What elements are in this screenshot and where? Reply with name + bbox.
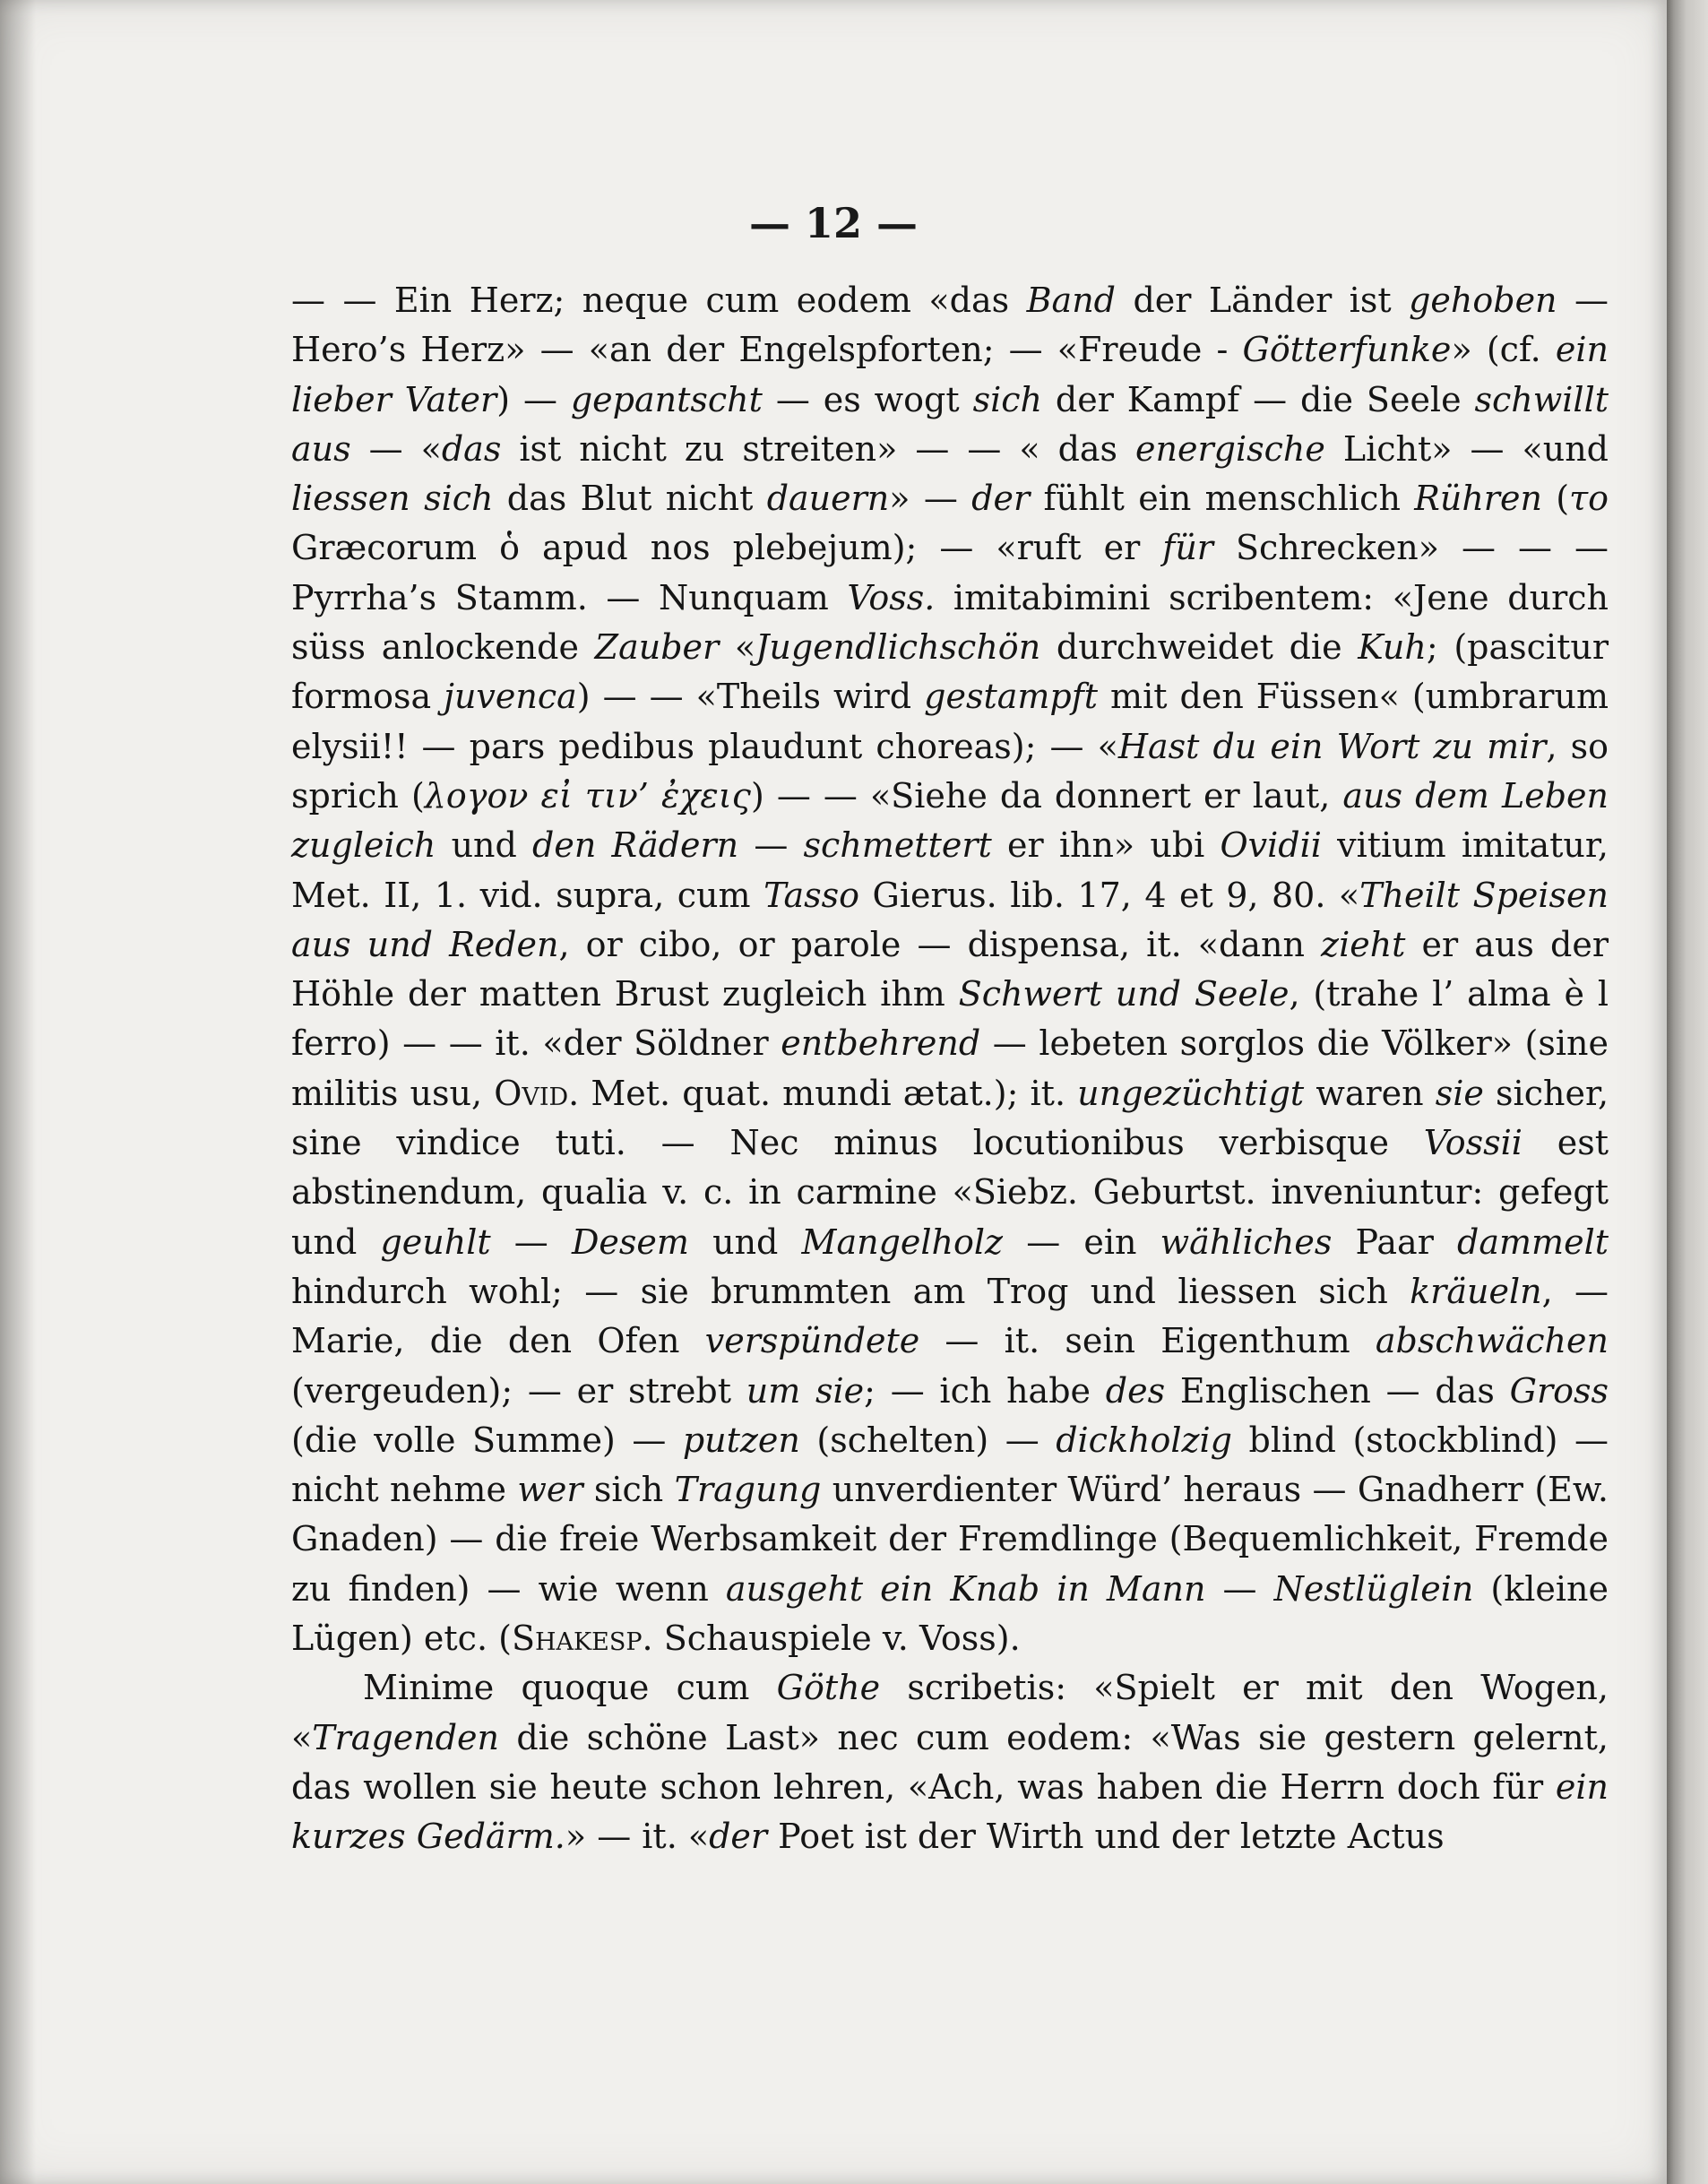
text-run: — Hero’s Herz» — «an der Engelspforten; — «Freude - bbox=[291, 281, 1609, 370]
text-run: durchweidet die bbox=[1040, 627, 1359, 668]
italic-run: Hast du ein Wort zu mir bbox=[1117, 726, 1547, 766]
text-run: , — Marie, die den Ofen bbox=[291, 1271, 1609, 1361]
italic-run: Kuh bbox=[1358, 627, 1427, 668]
italic-run: Zauber bbox=[594, 627, 720, 668]
text-run: Poet ist der Wirth und der letzte Actus bbox=[767, 1817, 1445, 1857]
italic-run: Theilt Speisen aus und Reden bbox=[291, 875, 1609, 964]
italic-run: energische bbox=[1135, 428, 1325, 469]
text-run: » (cf. bbox=[1451, 330, 1556, 370]
italic-run: λογον εἰ τιν’ ἐχεις bbox=[424, 775, 751, 816]
italic-run: der bbox=[709, 1817, 768, 1857]
italic-run: Gross bbox=[1509, 1370, 1609, 1411]
italic-run: das bbox=[441, 428, 502, 469]
italic-run: des bbox=[1105, 1370, 1166, 1411]
text-run: fühlt ein menschlich bbox=[1030, 479, 1415, 519]
text-run: Paar bbox=[1332, 1221, 1458, 1262]
body-text bbox=[291, 276, 1609, 1862]
italic-run: schwillt aus bbox=[291, 379, 1609, 469]
italic-run: Schwert und Seele bbox=[958, 974, 1290, 1014]
italic-run: ein lieber Vater bbox=[291, 330, 1609, 419]
italic-run: geuhlt bbox=[380, 1221, 491, 1262]
text-run: ; — ich habe bbox=[864, 1370, 1106, 1411]
text-run: ; (pascitur formosa bbox=[291, 627, 1609, 717]
text-run: ist nicht zu streiten» — — « das bbox=[501, 428, 1136, 469]
text-run: est abstinendum, qualia v. c. in carmine «Siebz. Geburtst. inveniuntur: gefegt und bbox=[291, 1123, 1609, 1262]
italic-run: Jugendlichschön bbox=[755, 627, 1041, 668]
italic-run: juvenca bbox=[444, 677, 577, 717]
italic-run: verspündete bbox=[704, 1321, 920, 1361]
text-run: — « bbox=[350, 428, 442, 469]
paragraph-1 bbox=[291, 276, 1609, 1663]
italic-run: Göthe bbox=[776, 1668, 881, 1708]
italic-run: dammelt bbox=[1457, 1221, 1609, 1262]
text-run: waren bbox=[1304, 1073, 1436, 1113]
italic-run: den Rädern bbox=[532, 825, 739, 866]
text-run: » — bbox=[889, 479, 972, 519]
text-run: Gierus. lib. 17, 4 et 9, 80. « bbox=[859, 875, 1360, 915]
text-run: Græcorum ὁ apud nos plebejum); — «ruft er bbox=[291, 528, 1163, 568]
text-run: Minime quoque cum bbox=[363, 1668, 777, 1708]
text-run: der Länder ist bbox=[1116, 281, 1410, 320]
text-run: (kleine Lügen) etc. ( bbox=[291, 1568, 1609, 1659]
italic-run: Tasso bbox=[763, 875, 859, 915]
text-run: sicher, sine vindice tuti. — Nec minus locutionibus verbisque bbox=[291, 1073, 1609, 1163]
text-run: die schöne Last» nec cum eodem: «Was sie gestern gelernt, das wollen sie heute schon lehren, «Ach, was haben die Herrn doch für bbox=[291, 1717, 1609, 1807]
italic-run: liessen sich bbox=[291, 479, 494, 519]
page-edge bbox=[1667, 0, 1708, 2184]
text-run: , or cibo, or parole — dispensa, it. «dann bbox=[558, 924, 1322, 964]
italic-run: Ovidii bbox=[1220, 825, 1322, 866]
italic-run: abschwächen bbox=[1375, 1321, 1609, 1361]
italic-run: Desem bbox=[571, 1221, 689, 1262]
italic-run: gepantscht bbox=[570, 379, 763, 419]
text-run: unverdienter Würd’ heraus — Gnadherr (Ew. Gnaden) — die freie Werbsamkeit der Fremdlinge (Bequemlichkeit, Fremde zu finden) — wie wenn bbox=[291, 1470, 1609, 1609]
page-number: — 12 — bbox=[748, 199, 919, 247]
italic-run: Rühren bbox=[1414, 479, 1542, 519]
italic-run: schmettert bbox=[803, 825, 992, 866]
text-run: blind (stockblind) — nicht nehme bbox=[291, 1420, 1609, 1510]
text-run: ) — bbox=[496, 379, 571, 419]
text-run: Englischen — das bbox=[1165, 1370, 1510, 1411]
text-run: Licht» — «und bbox=[1324, 428, 1609, 469]
italic-run: sich bbox=[972, 379, 1042, 419]
italic-run: ein kurzes Gedärm. bbox=[291, 1766, 1609, 1857]
text-run: « bbox=[719, 627, 756, 668]
italic-run: wer bbox=[517, 1470, 583, 1510]
text-run: ( bbox=[1541, 479, 1570, 519]
italic-run: aus dem Leben zugleich bbox=[291, 775, 1609, 866]
text-run: scribetis: «Spielt er mit den Wogen, « bbox=[291, 1668, 1609, 1757]
text-run: (die volle Summe) — bbox=[291, 1420, 683, 1460]
italic-run: sie bbox=[1435, 1073, 1484, 1113]
text-run: er aus der Höhle der matten Brust zugleich ihm bbox=[291, 924, 1609, 1014]
italic-run: Band bbox=[1026, 281, 1116, 320]
italic-run: το bbox=[1569, 479, 1609, 519]
text-run: Schrecken» — — — Pyrrha’s Stamm. — Nunquam bbox=[291, 528, 1609, 617]
text-run: — it. sein Eigenthum bbox=[919, 1321, 1376, 1361]
text-run: , (trahe l’ alma è l ferro) — — it. «der Söldner bbox=[291, 974, 1609, 1064]
italic-run: putzen bbox=[682, 1420, 800, 1460]
text-run: (vergeuden); — er strebt bbox=[291, 1370, 746, 1411]
paragraph-2 bbox=[291, 1663, 1609, 1861]
binding-shadow bbox=[0, 0, 36, 2184]
text-run: — lebeten sorglos die Völker» (sine militis usu, bbox=[291, 1023, 1609, 1113]
text-run: und bbox=[688, 1221, 802, 1262]
italic-run: gestampft bbox=[924, 677, 1099, 717]
italic-run: gehoben bbox=[1409, 281, 1557, 320]
italic-run: Mangelholz bbox=[801, 1221, 1004, 1262]
italic-run: ungezüchtigt bbox=[1077, 1073, 1305, 1113]
italic-run: Nestlüglein bbox=[1273, 1568, 1474, 1609]
text-run: und bbox=[436, 825, 533, 866]
italic-run: um sie bbox=[746, 1370, 865, 1411]
italic-run: Götterfunke bbox=[1242, 330, 1452, 370]
text-run: der Kampf — die Seele bbox=[1041, 379, 1475, 419]
text-run: imitabimini scribentem: «Jene durch süss anlockende bbox=[291, 577, 1609, 668]
italic-run: dickholzig bbox=[1056, 1420, 1232, 1460]
italic-run: dauern bbox=[766, 479, 890, 519]
italic-run: kräueln bbox=[1410, 1271, 1542, 1311]
text-run: ) — — «Theils wird bbox=[576, 677, 925, 717]
text-run: , so sprich ( bbox=[291, 726, 1609, 816]
italic-run: Vossii bbox=[1423, 1123, 1523, 1163]
italic-run: Tragenden bbox=[312, 1717, 499, 1757]
text-run: mit den Füssen« (umbrarum elysii!! — pars pedibus plaudunt choreas); — « bbox=[291, 677, 1609, 766]
text-run: hindurch wohl; — sie brummten am Trog und liessen sich bbox=[291, 1271, 1410, 1311]
text-run: — bbox=[738, 825, 804, 866]
text-run: ) — — «Siehe da donnert er laut, bbox=[750, 775, 1343, 816]
italic-run: ausgeht ein Knab in Mann bbox=[725, 1568, 1206, 1609]
text-run: — — Ein Herz; neque cum eodem «das bbox=[291, 281, 1027, 320]
text-run: — es wogt bbox=[762, 379, 973, 419]
italic-run: entbehrend bbox=[781, 1023, 981, 1064]
text-run: — bbox=[490, 1221, 572, 1262]
smallcaps-run: Shakesp. bbox=[511, 1619, 653, 1659]
text-run: sich bbox=[582, 1470, 675, 1510]
text-run: » — it. « bbox=[565, 1817, 710, 1857]
text-run: — bbox=[1205, 1568, 1274, 1609]
italic-run: Voss. bbox=[847, 577, 936, 617]
text-run: er ihn» ubi bbox=[991, 825, 1221, 866]
smallcaps-run: Ovid. bbox=[494, 1073, 580, 1113]
italic-run: wähliches bbox=[1160, 1221, 1333, 1262]
italic-run: der bbox=[971, 479, 1031, 519]
text-run: Schauspiele v. Voss). bbox=[652, 1619, 1021, 1659]
italic-run: Tragung bbox=[674, 1470, 822, 1510]
text-run: vitium imitatur, Met. II, 1. vid. supra, cum bbox=[291, 825, 1609, 915]
italic-run: zieht bbox=[1321, 924, 1406, 964]
text-run: (schelten) — bbox=[799, 1420, 1057, 1460]
text-run: Met. quat. mundi ætat.); it. bbox=[579, 1073, 1078, 1113]
italic-run: für bbox=[1162, 528, 1213, 568]
text-run: das Blut nicht bbox=[493, 479, 767, 519]
text-run: — ein bbox=[1003, 1221, 1160, 1262]
